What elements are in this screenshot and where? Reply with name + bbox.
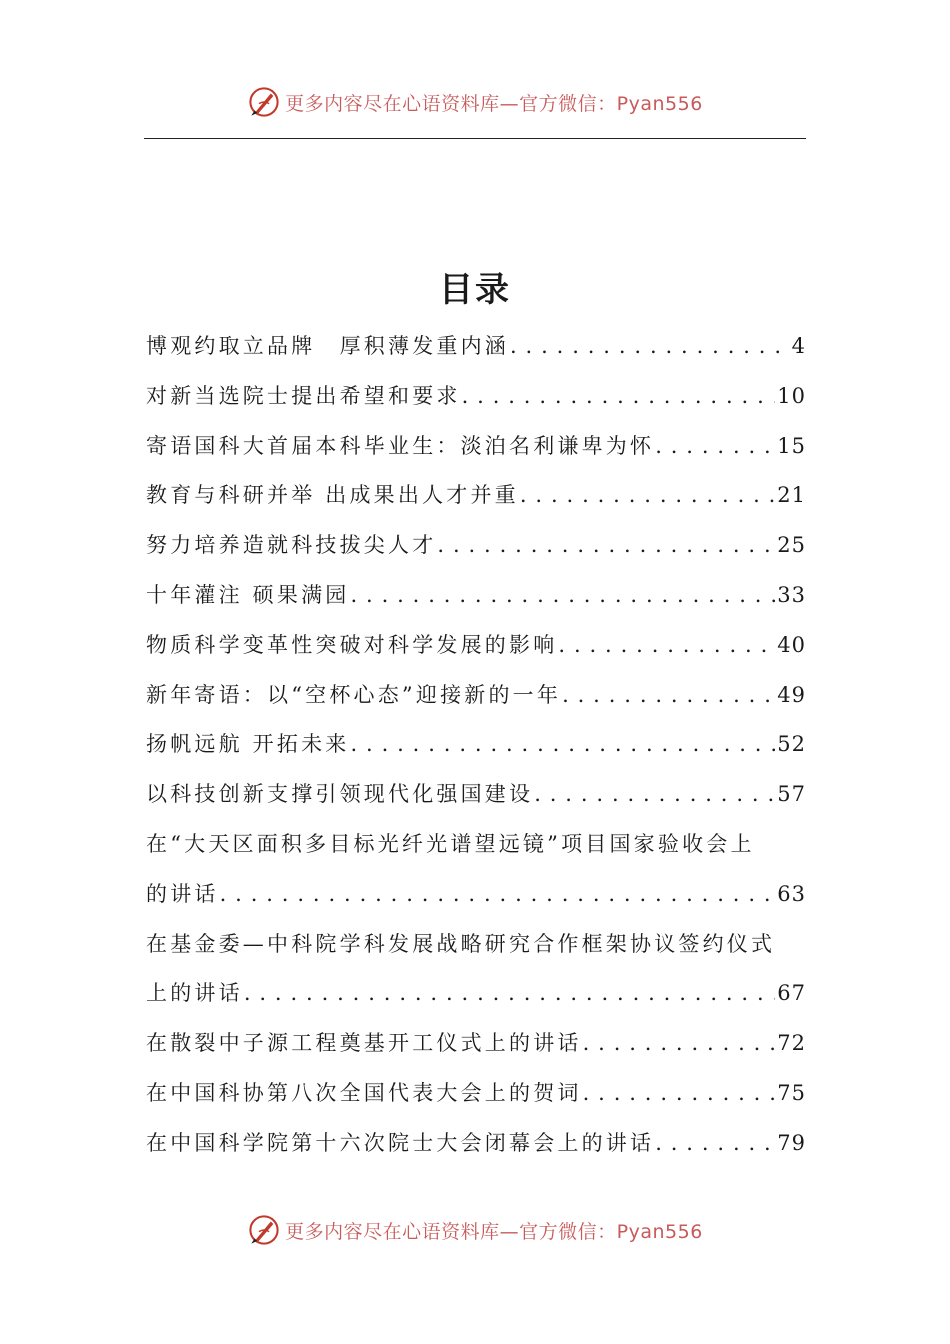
- toc-entry-title: 对新当选院士提出希望和要求: [146, 383, 461, 408]
- toc-page-number: 33: [777, 582, 806, 607]
- toc-dot-leader: [655, 422, 775, 472]
- toc-dot-leader: [558, 621, 775, 671]
- toc-entry-title: 努力培养造就科技拔尖人才: [146, 533, 437, 558]
- header-rule: [144, 138, 806, 139]
- pen-logo-icon: [247, 1213, 281, 1247]
- toc-page-number: 25: [777, 533, 806, 558]
- footer-banner: [0, 1210, 950, 1250]
- toc-entry-title: 教育与科研并举 出成果出人才并重: [146, 483, 519, 508]
- toc-entry-title: 上的讲话: [146, 981, 243, 1006]
- toc-entry-title: 物质科学变革性突破对科学发展的影响: [146, 632, 558, 657]
- toc-page-number: 15: [777, 433, 806, 458]
- toc-page-number: 63: [777, 881, 806, 906]
- toc-page-number: 57: [777, 782, 806, 807]
- toc-dot-leader: [583, 1069, 776, 1119]
- toc-dot-leader: [562, 671, 775, 721]
- toc-dot-leader: [350, 571, 775, 621]
- toc-page-number: 21: [777, 483, 806, 508]
- toc-dot-leader: [220, 870, 776, 920]
- toc-dot-leader: [520, 471, 775, 521]
- toc-entry[interactable]: [146, 521, 806, 571]
- toc-dot-leader: [583, 1019, 776, 1069]
- toc-entry[interactable]: [146, 920, 806, 1020]
- toc-entry[interactable]: [146, 571, 806, 621]
- toc-page-number: 40: [777, 632, 806, 657]
- header-banner: [0, 82, 950, 122]
- toc-entry-title: 十年灌注 硕果满园: [146, 582, 350, 607]
- toc-dot-leader: [655, 1119, 775, 1169]
- toc-entry[interactable]: [146, 621, 806, 671]
- toc-page-number: 75: [777, 1080, 806, 1105]
- toc-entry-title: 新年寄语：以“空杯心态”迎接新的一年: [146, 682, 562, 707]
- toc-entry-title: 在散裂中子源工程奠基开工仪式上的讲话: [146, 1031, 582, 1056]
- toc-entry-title: 以科技创新支撑引领现代化强国建设: [146, 782, 534, 807]
- toc-entry[interactable]: [146, 372, 806, 422]
- toc-entry[interactable]: [146, 1019, 806, 1069]
- pen-logo-icon: [247, 85, 281, 119]
- toc-entry-title: 寄语国科大首届本科毕业生：淡泊名利谦卑为怀: [146, 433, 655, 458]
- toc-entry-title: 在中国科学院第十六次院士大会闭幕会上的讲话: [146, 1130, 655, 1155]
- toc-entry[interactable]: [146, 770, 806, 820]
- toc-page-number: 67: [777, 981, 806, 1006]
- toc-entry[interactable]: [146, 720, 806, 770]
- toc-entry-title: 在基金委—中科院学科发展战略研究合作框架协议签约仪式: [146, 931, 776, 956]
- toc-entry-title: 扬帆远航 开拓未来: [146, 732, 350, 757]
- page-title: 目录: [439, 270, 511, 310]
- toc-entry[interactable]: [146, 1119, 806, 1169]
- toc-entry[interactable]: [146, 422, 806, 472]
- toc-entry-title: 的讲话: [146, 881, 219, 906]
- toc-entry-title: 在“大天区面积多目标光纤光谱望远镜”项目国家验收会上: [146, 831, 755, 856]
- toc-entry[interactable]: [146, 820, 806, 920]
- header-banner-text: 更多内容尽在心语资料库—官方微信：Pyan556: [285, 92, 703, 115]
- toc-dot-leader: [350, 720, 775, 770]
- toc-dot-leader: [437, 521, 775, 571]
- toc-page-number: 52: [777, 732, 806, 757]
- toc-entry[interactable]: [146, 471, 806, 521]
- table-of-contents: [146, 322, 806, 1169]
- toc-page-number: 10: [777, 383, 806, 408]
- toc-dot-leader: [244, 969, 775, 1019]
- toc-entry[interactable]: [146, 322, 806, 372]
- toc-page-number: 72: [777, 1031, 806, 1056]
- toc-entry-title: 博观约取立品牌 厚积薄发重内涵: [146, 334, 509, 358]
- toc-dot-leader: [462, 372, 776, 422]
- toc-page-number: 79: [777, 1130, 806, 1155]
- toc-entry-title: 在中国科协第八次全国代表大会上的贺词: [146, 1080, 582, 1105]
- toc-entry[interactable]: [146, 1069, 806, 1119]
- toc-dot-leader: [510, 322, 790, 372]
- toc-page-number: 49: [777, 682, 806, 707]
- footer-banner-text: 更多内容尽在心语资料库—官方微信：Pyan556: [285, 1220, 703, 1243]
- toc-page-number: 4: [791, 334, 806, 358]
- toc-entry[interactable]: [146, 671, 806, 721]
- toc-dot-leader: [534, 770, 775, 820]
